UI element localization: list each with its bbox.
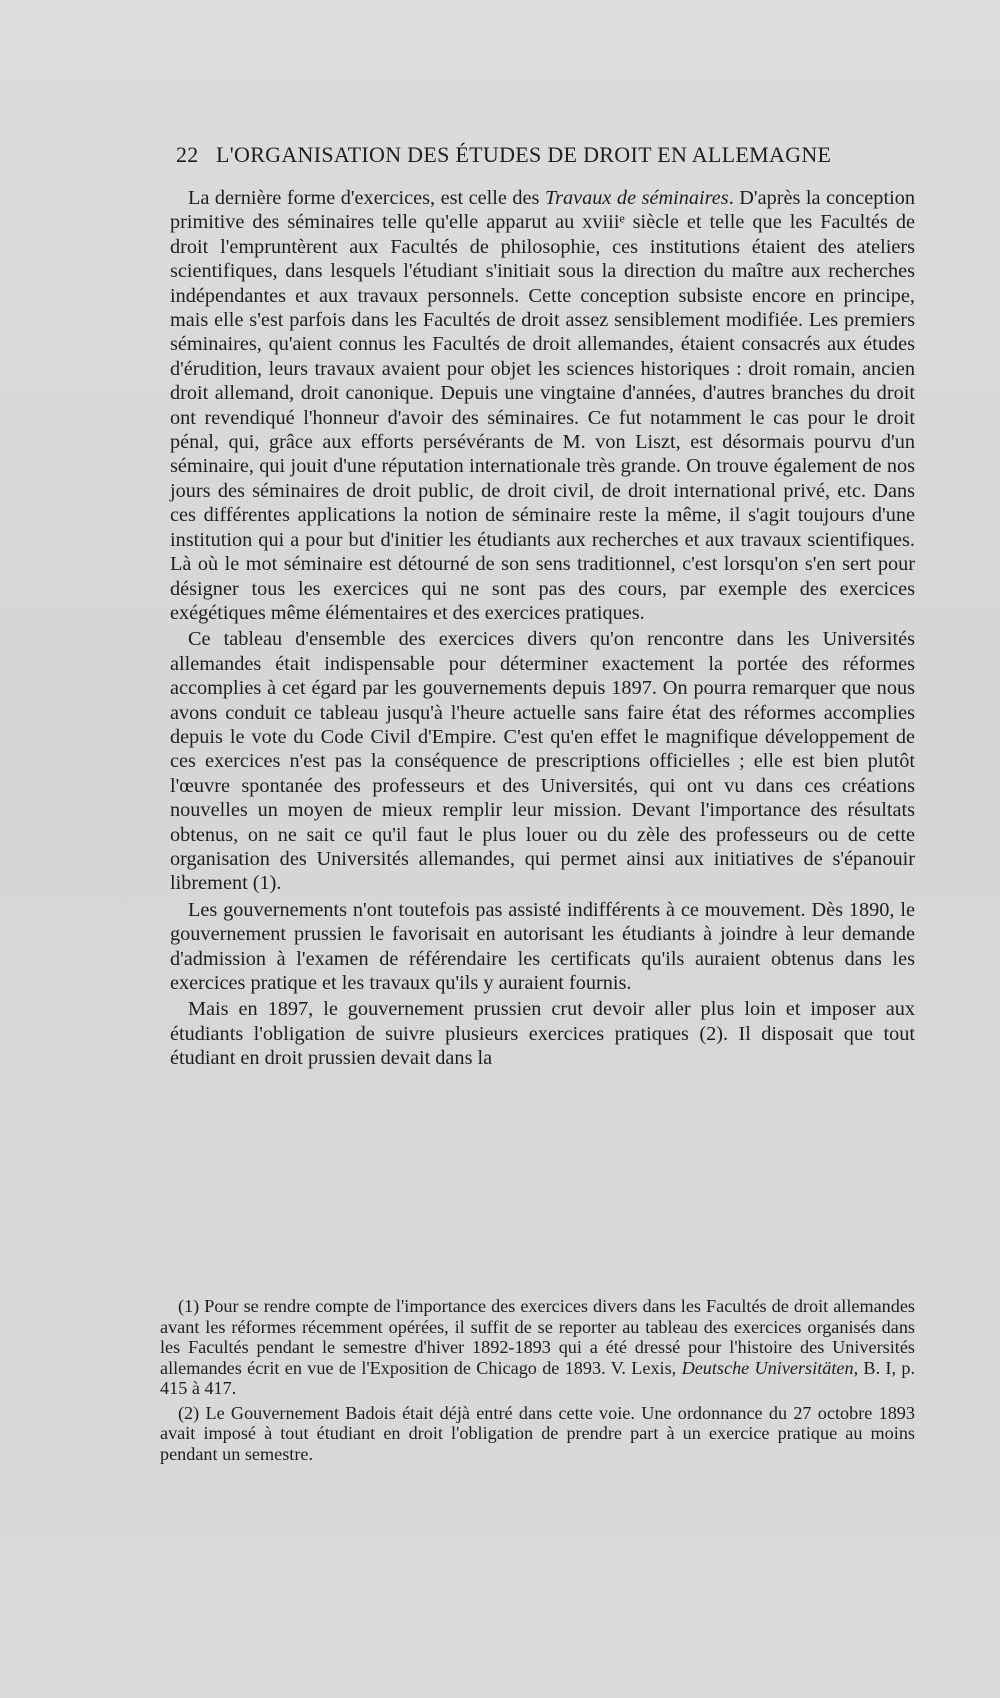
paragraph-1-text-cont: . D'après la conception primitive des séminaires telle qu'elle apparut au xviiiᵉ siècle et telle que les Facultés de droit l'empruntèrent aux Facultés de philosophie, ces institutions étaient des ateliers scientifiques, dans lesquels l'étudiant s'initiait sous la direction du maître aux recherches indépendantes et aux travaux personnels. Cette conception subsiste encore en principe, mais elle s'est parfois dans les Facultés de droit assez sensiblement modifiée. Les premiers séminaires, qu'aient connus les Facultés de droit allemandes, étaient consacrés aux études d'érudition, leurs travaux avaient pour objet les sciences historiques : droit romain, ancien droit allemand, droit canonique. Depuis une vingtaine d'années, d'autres branches du droit ont revendiqué l'honneur d'avoir des séminaires. Ce fut notamment le cas pour le droit pénal, qui, grâce aux efforts persévérants de M. von Liszt, est désormais pourvu d'un séminaire, qui jouit d'une réputation internationale très grande. On trouve également de nos jours des séminaires de droit public, de droit civil, de droit international privé, etc. Dans ces différentes applications la notion de séminaire reste la même, il s'agit toujours d'une institution qui a pour but d'initier les étudiants aux recherches et aux travaux scientifiques. Là où le mot séminaire est détourné de son sens traditionnel, c'est lorsqu'on s'en sert pour désigner tous les exercices qui ne sont pas des cours, par exemple des exercices exégétiques même élémentaires et des exercices pratiques. — [170, 187, 915, 624]
paragraph-3 — [170, 898, 915, 996]
footnotes — [160, 1296, 915, 1464]
body-text — [170, 186, 915, 1071]
page-number: 22 — [176, 142, 199, 167]
paragraph-4 — [170, 997, 915, 1070]
footnote-2-text: (2) Le Gouvernement Badois était déjà entré dans cette voie. Une ordonnance du 27 octobre 1893 avait imposé à tout étudiant en droit l'obligation de prendre part à un exercice pratique au moins pendant un semestre. — [160, 1402, 915, 1464]
running-title: L'ORGANISATION DES ÉTUDES DE DROIT EN ALLEMAGNE — [216, 142, 832, 167]
paragraph-2 — [170, 627, 915, 895]
paragraph-1-text: La dernière forme d'exercices, est celle des — [188, 187, 545, 209]
footnote-1 — [160, 1296, 915, 1399]
paragraph-1 — [170, 186, 915, 625]
running-header — [176, 142, 866, 168]
footnote-1-italic-title: Deutsche Universitäten — [681, 1357, 854, 1378]
footnote-1-text-cont: , B. I, p. 415 à 417. — [160, 1357, 916, 1398]
italic-term-travaux-de-seminaires: Travaux de séminaires — [544, 187, 729, 209]
footnote-1-text: (1) Pour se rendre compte de l'importance des exercices divers dans les Facultés de droit allemandes avant les réformes récemment opérées, il suffit de se reporter au tableau des exercices organisés dans les Facultés pendant le semestre d'hiver 1892-1893 qui a été dressé pour l'histoire des Universités allemandes écrit en vue de l'Exposition de Chicago de 1893. V. Lexis, — [160, 1296, 915, 1378]
paragraph-2-text: Ce tableau d'ensemble des exercices divers qu'on rencontre dans les Universités allemandes était indispensable pour déterminer exactement la portée des réformes accomplies à cet égard par les gouvernements depuis 1897. On pourra remarquer que nous avons conduit ce tableau jusqu'à l'heure actuelle sans faire état des réformes accomplies depuis le vote du Code Civil d'Empire. C'est qu'en effet le magnifique développement de ces exercices n'est pas la conséquence de prescriptions officielles ; elle est bien plutôt l'œuvre spontanée des professeurs et des Universités, qui ont vu dans ces créations nouvelles un moyen de mieux remplir leur mission. Devant l'importance des résultats obtenus, on ne sait ce qu'il faut le plus louer ou du zèle des professeurs ou de cette organisation des Universités allemandes, qui permet ainsi aux initiatives de s'épanouir librement (1). — [170, 628, 915, 895]
paragraph-3-text: Les gouvernements n'ont toutefois pas assisté indifférents à ce mouvement. Dès 1890, le gouvernement prussien le favorisait en autorisant les étudiants à joindre à leur demande d'admission à l'examen de référendaire les certificats qu'ils auraient obtenus dans les exercices pratique et les travaux qu'ils y auraient fournis. — [170, 898, 915, 994]
paragraph-4-text: Mais en 1897, le gouvernement prussien crut devoir aller plus loin et imposer aux étudiants l'obligation de suivre plusieurs exercices pratiques (2). Il disposait que tout étudiant en droit prussien devait dans la — [170, 998, 915, 1070]
footnote-2 — [160, 1403, 915, 1465]
